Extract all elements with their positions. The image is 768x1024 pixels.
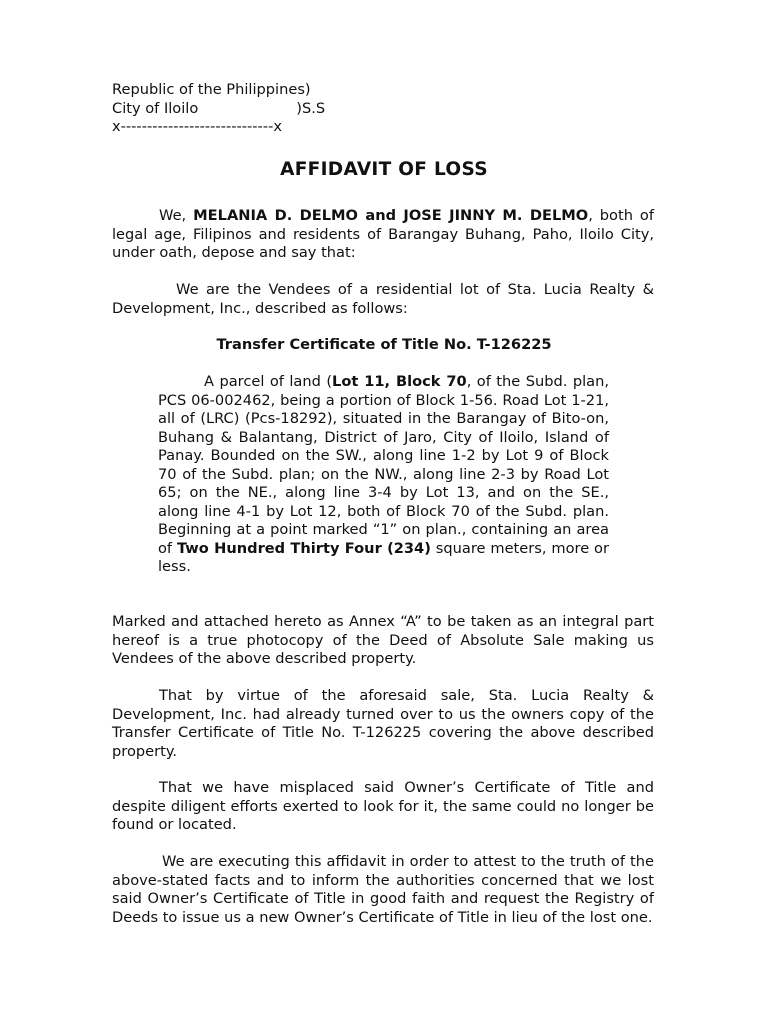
lot-block: Lot 11, Block 70 (332, 373, 467, 390)
venue-ss: )S.S (296, 99, 326, 117)
venue-line-republic: Republic of the Philippines) (112, 81, 311, 98)
vendees-paragraph: We are the Vendees of a residential lot of Sta. Lucia Realty & Development, Inc., described as follows: (112, 281, 654, 317)
venue-separator: x-----------------------------x (112, 118, 282, 135)
tct-heading: Transfer Certificate of Title No. T-126225 (216, 336, 552, 353)
misplaced-paragraph: That we have misplaced said Owner’s Certificate of Title and despite diligent efforts exerted to look for it, the same could no longer be found or located. (112, 779, 654, 833)
intro-post: , both of legal age, Filipinos and residents of Barangay Buhang, Paho, Iloilo City, under oath, depose and say that: (112, 207, 654, 261)
desc-pre: A parcel of land ( (204, 373, 333, 390)
desc-post: square meters, more or less. (158, 539, 609, 575)
intro-pre: We, (159, 207, 194, 224)
turnover-paragraph: That by virtue of the aforesaid sale, Sta. Lucia Realty & Development, Inc. had already turned over to us the owners copy of the Transfer Certificate of Title No. T-126225 covering the above described property. (112, 687, 654, 760)
venue-city: City of Iloilo (112, 99, 199, 117)
property-description (158, 373, 609, 577)
annex-paragraph: Marked and attached hereto as Annex “A” to be taken as an integral part hereof is a true photocopy of the Deed of Absolute Sale making us Vendees of the above described property. (112, 613, 654, 667)
executing-paragraph: We are executing this affidavit in order to attest to the truth of the above-stated facts and to inform the authorities concerned that we lost said Owner’s Certificate of Title in good faith and request the Registry of Deeds to issue us a new Owner’s Certificate of Title in lieu of the lost one. (112, 853, 654, 926)
venue-line-city (112, 100, 432, 119)
desc-mid: , of the Subd. plan, PCS 06-002462, being a portion of Block 1-56. Road Lot 1-21, all of (LRC) (Pcs-18292), situated in the Barangay of Bito-on, Buhang & Balantang, District of Jaro, City of Iloilo, Island of Panay. Bounded on the SW., along line 1-2 by Lot 9 of Block 70 of the Subd. plan; on the NW., along line 2-3 by Road Lot 65; on the NE., along line 3-4 by Lot 13, and on the SE., along line 4-1 by Lot 12, both of Block 70 of the Subd. plan. Beginning at a point marked “1” on plan., containing an area of (158, 373, 609, 557)
document-title: AFFIDAVIT OF LOSS (280, 159, 488, 180)
lot-area: Two Hundred Thirty Four (234) (176, 539, 431, 557)
venue-block (112, 81, 432, 137)
affiant-names: MELANIA D. DELMO and JOSE JINNY M. DELMO (193, 207, 589, 224)
intro-paragraph (112, 207, 654, 263)
